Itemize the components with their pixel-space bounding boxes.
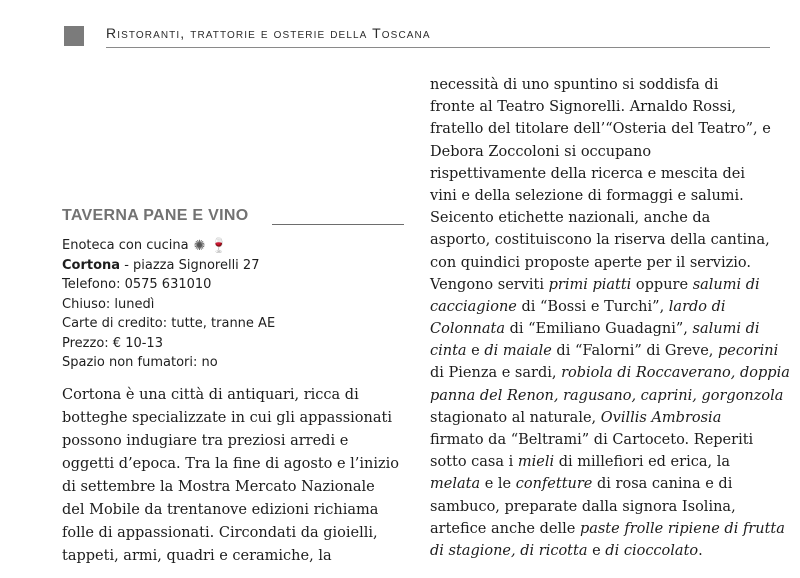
text-run: . [698, 542, 703, 559]
left-body-text [62, 384, 399, 568]
italic-run: robiola di Roccaverano, doppia [561, 365, 790, 382]
body-line: Cortona è una città di antiquari, ricca di [62, 387, 359, 403]
text-run: di rosa canina e di [592, 476, 733, 493]
body-line [430, 518, 790, 540]
entry-credit-cards: Carte di credito: tutte, tranne AE [62, 316, 276, 331]
entry-address-line [62, 256, 407, 276]
header-title: Ristoranti, trattorie e osterie della Toscana [106, 25, 431, 41]
body-line [430, 74, 790, 96]
body-line [430, 429, 790, 451]
italic-run: lardo di [668, 298, 726, 315]
body-line [430, 274, 790, 296]
text-run: di “Emiliano Guadagni”, [505, 321, 693, 338]
body-line [430, 296, 790, 318]
text-run: oppure [631, 276, 693, 293]
body-line [430, 385, 790, 407]
text-run: artefice anche delle [430, 520, 580, 537]
body-line [430, 96, 790, 118]
body-line [430, 141, 790, 163]
italic-run: paste frolle ripiene di frutta [579, 520, 785, 537]
entry-category: Enoteca con cucina [62, 238, 189, 253]
entry-price-label: Prezzo: [62, 335, 113, 351]
italic-run: di maiale [484, 343, 552, 360]
text-run: di “Bossi e Turchi”, [516, 298, 669, 315]
wine-glass-icon: 🍷 [210, 238, 228, 254]
italic-run: salumi di [692, 276, 760, 293]
entry-address: - piazza Signorelli 27 [120, 257, 260, 273]
body-line [430, 540, 790, 562]
text-run: sambuco, preparate dalla signora Isolina, [430, 498, 736, 515]
italic-run: cinta [430, 343, 467, 360]
entry-info [62, 236, 407, 373]
body-line [430, 252, 790, 274]
body-line [430, 473, 790, 495]
body-line: possono indugiare tra preziosi arredi e [62, 433, 349, 449]
italic-run: panna del Renon, ragusano, caprini, gorgonzola [430, 387, 784, 404]
text-run: di Pienza e sardi, [430, 365, 562, 382]
italic-run: di cioccolato [605, 542, 699, 559]
text-run: e [466, 343, 485, 360]
body-line: botteghe specializzate in cui gli appassionati [62, 410, 392, 426]
text-run: fratello del titolare dell’“Osteria del Teatro”, e [430, 121, 771, 138]
header-square-marker [64, 26, 84, 46]
body-line [430, 362, 790, 384]
text-run: Seicento etichette nazionali, anche da [430, 210, 711, 227]
italic-run: Ovillis Ambrosia [600, 409, 722, 426]
text-run: di millefiori ed erica, la [554, 454, 730, 471]
entry-heading-rule [272, 224, 404, 225]
text-run: necessità di uno spuntino si soddisfa di [430, 77, 719, 93]
italic-run: pecorini [718, 343, 779, 360]
body-line: tappeti, armi, quadri e ceramiche, la [62, 548, 332, 564]
text-run: vini e della selezione di formaggi e salumi. [430, 187, 744, 204]
text-run: con quindici proposte aperte per il servizio. [430, 254, 751, 271]
entry-price-line [62, 334, 407, 354]
entry-phone: Telefono: 0575 631010 [62, 277, 212, 292]
text-run: e [587, 542, 606, 559]
italic-run: mieli [517, 454, 555, 471]
text-run: di “Falorni” di Greve, [551, 343, 719, 360]
body-line [430, 407, 790, 429]
body-line [430, 318, 790, 340]
entry-price-value: 10-13 [121, 335, 163, 351]
sun-asterisk-icon: ✺ [193, 238, 206, 254]
italic-run: salumi di [692, 321, 760, 338]
body-line [430, 340, 790, 362]
text-run: Vengono serviti [430, 276, 549, 293]
right-body-text [430, 74, 790, 562]
italic-run: cacciagione [430, 298, 517, 315]
body-line [430, 118, 790, 140]
body-line: folle di appassionati. Circondati da gioielli, [62, 525, 378, 541]
body-line [430, 451, 790, 473]
entry-closed: Chiuso: lunedì [62, 296, 155, 312]
page-header [64, 24, 770, 48]
body-line [430, 207, 790, 229]
body-line: di settembre la Mostra Mercato Nazionale [62, 479, 375, 495]
header-rule [106, 47, 770, 48]
text-run: asporto, costituiscono la riserva della cantina, [430, 232, 770, 249]
text-run: rispettivamente della ricerca e mescita dei [430, 165, 745, 182]
text-run: e le [480, 476, 516, 493]
italic-run: primi piatti [548, 276, 632, 293]
entry-name: TAVERNA PANE E VINO [62, 207, 249, 224]
text-run: fronte al Teatro Signorelli. Arnaldo Rossi, [430, 99, 737, 116]
text-run: sotto casa i [430, 454, 518, 471]
entry-non-smoking: Spazio non fumatori: no [62, 355, 218, 370]
italic-run: melata [430, 476, 481, 493]
text-run: firmato da “Beltrami” di Cartoceto. Reperiti [430, 432, 754, 448]
euro-icon: € [112, 335, 122, 351]
body-line [430, 496, 790, 518]
entry-category-line [62, 236, 407, 256]
entry-city: Cortona [62, 257, 121, 273]
italic-run: di stagione, di ricotta [430, 542, 588, 559]
text-run: stagionato al naturale, [430, 409, 601, 426]
text-run: Debora Zoccoloni si occupano [430, 143, 652, 160]
body-line [430, 185, 790, 207]
entry-heading [62, 207, 407, 231]
body-line [430, 163, 790, 185]
body-line: del Mobile da trentanove edizioni richiama [62, 502, 379, 518]
italic-run: confetture [515, 476, 593, 493]
body-line: oggetti d’epoca. Tra la fine di agosto e l’inizio [62, 456, 400, 472]
italic-run: Colonnata [430, 321, 505, 338]
body-line [430, 229, 790, 251]
